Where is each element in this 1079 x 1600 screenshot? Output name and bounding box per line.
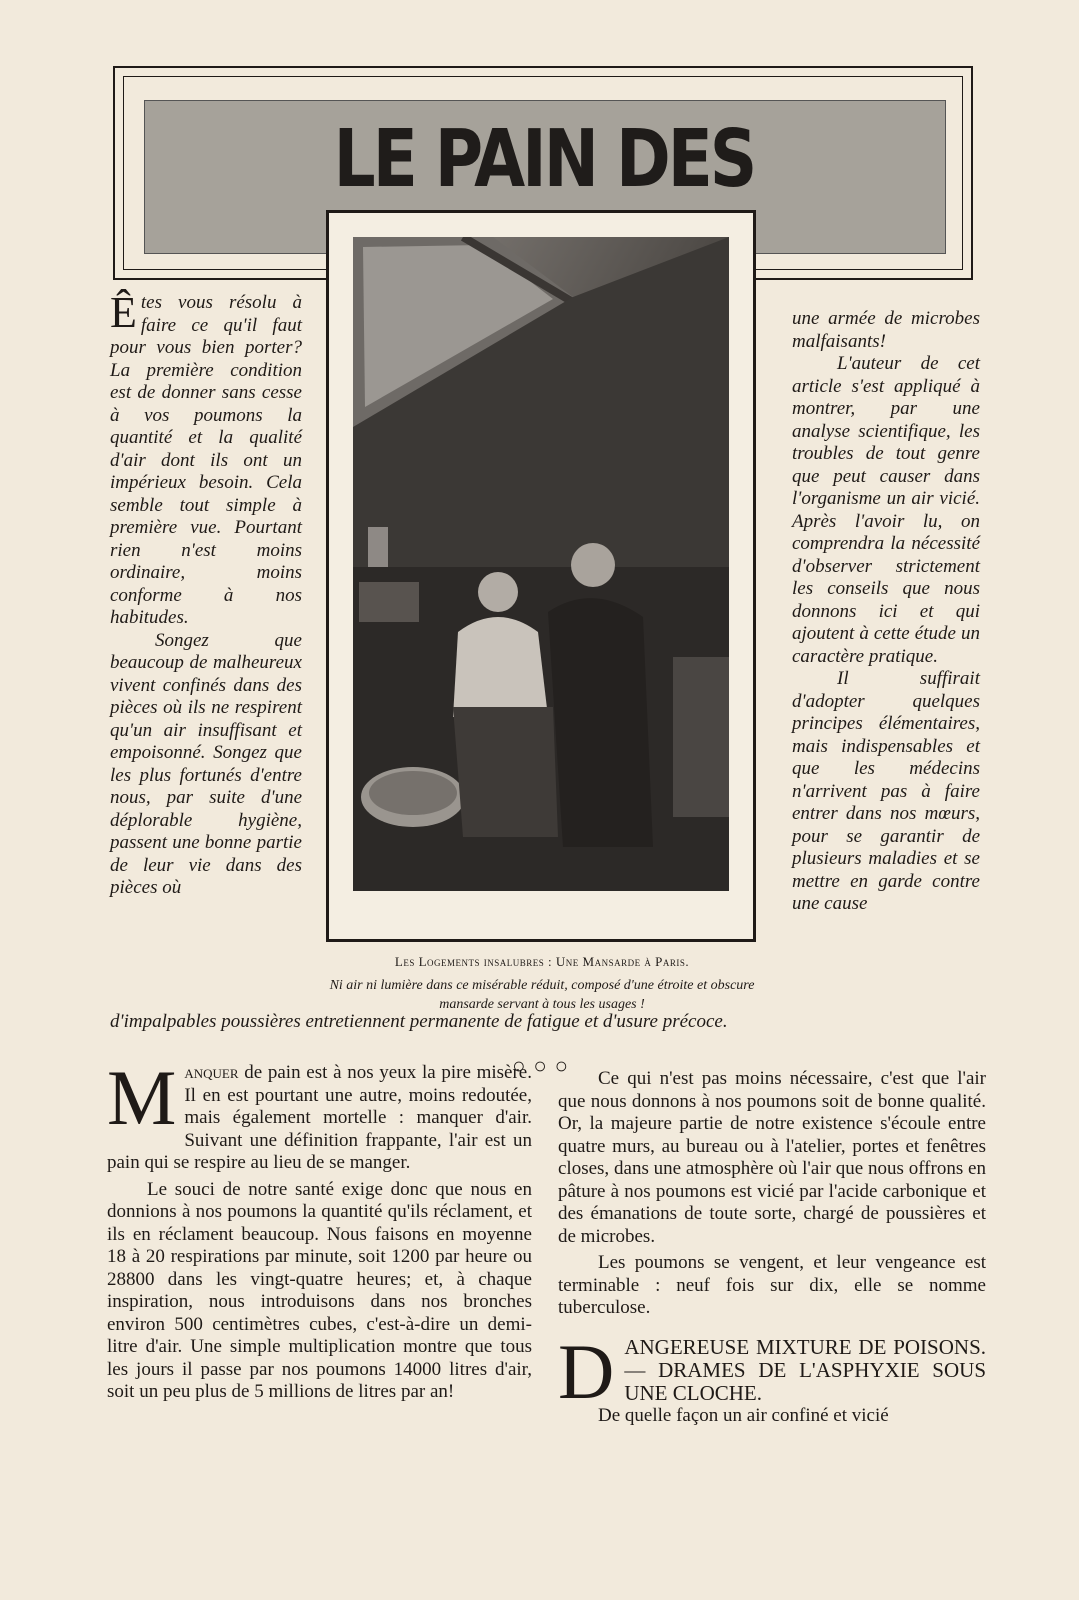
- intro-closing-line: d'impalpables poussières entretiennent permanente de fatigue et d'usure précoce.: [110, 1011, 728, 1032]
- intro-paragraph: Songez que beaucoup de malheureux vivent confinés dans des pièces où ils ne respirent qu'un air insuffisant et empoisonné. Songez que les plus fortunés d'entre nous, par suite d'une déplorable hygiène, passent une bonne partie de leur vie dans des pièces où: [110, 629, 302, 898]
- intro-paragraph: tes vous résolu à faire ce qu'il faut pour vous bien porter? La première condition est de donner sans cesse à vos poumons la quantité et la qualité d'air dont ils ont un impérieux besoin. Cela semble tout simple à première vue. Pourtant rien n'est moins ordinaire, moins conforme à nos habitudes.: [110, 292, 302, 628]
- woman-figure: [478, 572, 518, 612]
- body-paragraph: Ce qui n'est pas moins nécessaire, c'est que l'air que nous donnons à nos poumons soit de bonne qualité. Or, la majeure partie de notre existence s'écoule entre quatre murs, au bureau ou à l'atelier, portes et fenêtres closes, dans une atmosphère où l'air que nous offrons en pâture à nos poumons est vicié par l'acide carbonique et des émanations de toute sorte, chargé de poussières et de microbes.: [558, 1068, 986, 1247]
- man-figure: [571, 543, 615, 587]
- article-title: LE PAIN DES: [333, 113, 755, 206]
- body-paragraph: Les poumons se vengent, et leur vengeance est terminable : neuf fois sur dix, elle se nomme tuberculose.: [558, 1252, 986, 1318]
- attic-photograph: [353, 237, 729, 891]
- intro-right-column: [792, 308, 980, 916]
- body-paragraph: Le souci de notre santé exige donc que nous en donnions à nos poumons la quantité qu'ils réclament, et ils en réclament beaucoup. Nous faisons en moyenne 18 à 20 respirations par minute, soit 1200 par heure ou 28800 dans les vingt-quatre heures; et, à chaque inspiration, nous introduisons dans nos bronches environ 500 centimètres cubes, c'est-à-dire un demi-litre d'air. Une simple multiplication montre que tous les jours il passe par nos poumons 14000 litres d'air, soit un peu plus de 5 millions de litres par an!: [107, 1178, 532, 1402]
- intro-paragraph: Il suffirait d'adopter quelques principes élémentaires, mais indispensables et que les médecins n'arrivent pas à faire entrer dans nos mœurs, pour se garantir de plusieurs maladies et se mettre en garde contre une cause: [792, 668, 980, 914]
- body-paragraph: De quelle façon un air confiné et vicié: [598, 1404, 889, 1426]
- body-dropcap: M: [107, 1054, 177, 1141]
- caption-title: Les Logements insalubres : Une Mansarde à Paris.: [394, 954, 690, 969]
- section-ornament: ○○○: [512, 1053, 576, 1078]
- body-paragraph: de pain est à nos yeux la pire misère. Il en est pourtant une autre, moins redoutée, mais également mortelle : manquer d'air. Suivant une définition frappante, l'air est un pain qui se respire au lieu de se manger.: [107, 1062, 532, 1173]
- caption-text: Ni air ni lumière dans ce misérable réduit, composé d'une étroite et obscure mansarde servant à tous les usages !: [329, 978, 755, 1012]
- intro-left-column: [110, 288, 302, 900]
- lead-word: anquer: [184, 1062, 239, 1083]
- body-right-column: [558, 1068, 986, 1431]
- intro-paragraph: L'auteur de cet article s'est appliqué à montrer, par une analyse scientifique, les troubles de tout genre que peut causer dans l'organisme un air vicié. Après l'avoir lu, on comprendra la nécessité d'observer strictement les conseils que nous donnons ici et qui ajoutent à cette étude un caractère pratique.: [792, 353, 980, 667]
- intro-paragraph: une armée de microbes malfaisants!: [792, 308, 980, 352]
- heading-text: ANGEREUSE MIXTURE DE POISONS. — DRAMES DE L'ASPHYXIE SOUS UNE CLOCHE.: [624, 1334, 986, 1405]
- intro-dropcap: Ê: [110, 288, 137, 337]
- body-left-column: [107, 1054, 532, 1408]
- heading-dropcap: D: [558, 1327, 615, 1415]
